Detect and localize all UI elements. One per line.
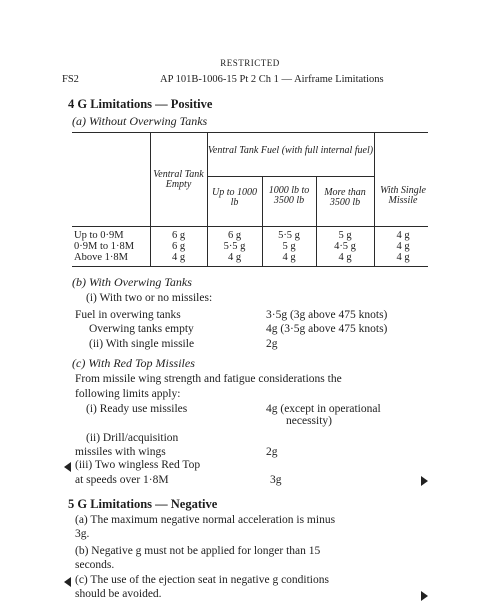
section-5-c-line-1: (c) The use of the ejection seat in negative g conditions (75, 574, 329, 586)
c-intro-line-1: From missile wing strength and fatigue considerations the (75, 373, 342, 385)
tanks-empty-label: Overwing tanks empty (89, 323, 194, 335)
subsection-c-heading: (c) With Red Top Missiles (72, 356, 195, 370)
subsection-a-heading: (a) Without Overwing Tanks (72, 114, 208, 128)
section-5-a-line-1: (a) The maximum negative normal acceleration is minus (75, 514, 336, 526)
table-cell: 5·5 g (278, 230, 300, 241)
header-more-than-3500: More than 3500 lb (324, 187, 366, 208)
header-ventral-empty: Ventral Tank Empty (153, 169, 204, 190)
classification-label: RESTRICTED (220, 58, 280, 68)
item-b-i: (i) With two or no missiles: (86, 292, 213, 304)
subsection-b-heading: (b) With Overwing Tanks (72, 275, 192, 289)
arrow-left-icon[interactable] (64, 462, 71, 472)
item-b-ii-label: (ii) With single missile (89, 338, 195, 350)
table-group-rule (207, 176, 374, 177)
tanks-empty-value: 4g (3·5g above 475 knots) (266, 323, 388, 335)
table-bottom-rule (72, 266, 428, 267)
publication-reference: AP 101B-1006-15 Pt 2 Ch 1 — Airframe Limitations (160, 74, 384, 85)
table-cell: 4 g (396, 252, 410, 263)
table-cell: 4 g (396, 230, 410, 241)
item-c-ii-label: (ii) Drill/acquisition (86, 432, 179, 444)
table-cell: 4·5 g (334, 241, 356, 252)
section-5-a-line-2: 3g. (75, 528, 90, 540)
section-5-b-line-2: seconds. (75, 559, 115, 571)
item-c-iii-value: 3g (270, 474, 282, 486)
row-label: Up to 0·9M (74, 230, 124, 241)
table-cell: 4 g (396, 241, 410, 252)
section-5-heading: 5 G Limitations — Negative (68, 497, 218, 511)
item-c-ii-label-cont: missiles with wings (75, 446, 166, 458)
section-4-heading: 4 G Limitations — Positive (68, 97, 213, 111)
table-cell: 6 g (171, 230, 186, 241)
item-c-i-value: 4g (except in operational (266, 403, 381, 415)
section-5-b-line-1: (b) Negative g must not be applied for longer than 15 (75, 545, 321, 557)
item-c-i-label: (i) Ready use missiles (86, 403, 188, 415)
table-cell: 4 g (227, 252, 242, 263)
section-5-c-line-2: should be avoided. (75, 588, 162, 600)
fuel-in-tanks-value: 3·5g (3g above 475 knots) (266, 309, 388, 321)
table-cell: 5·5 g (223, 241, 246, 252)
item-b-ii-value: 2g (266, 338, 278, 350)
table-col-divider (374, 132, 375, 266)
table-cell: 5 g (282, 241, 296, 252)
arrow-right-icon[interactable] (421, 591, 428, 601)
header-up-to-1000: Up to 1000 lb (212, 187, 257, 208)
arrow-left-icon[interactable] (64, 577, 71, 587)
table-cell: 4 g (282, 252, 296, 263)
row-label: Above 1·8M (74, 252, 128, 263)
table-cell: 5 g (338, 230, 352, 241)
table-cell: 6 g (227, 230, 242, 241)
table-cell: 4 g (171, 252, 186, 263)
table-cell: 4 g (338, 252, 352, 263)
row-label: 0·9M to 1·8M (74, 241, 135, 252)
arrow-right-icon[interactable] (421, 476, 428, 486)
item-c-i-value-cont: necessity) (286, 415, 332, 427)
item-c-iii-label-cont: at speeds over 1·8M (75, 474, 169, 486)
header-1000-to-3500: 1000 lb to 3500 lb (268, 185, 310, 206)
c-intro-line-2: following limits apply: (75, 388, 181, 400)
table-cell: 6 g (171, 241, 186, 252)
item-c-ii-value: 2g (266, 446, 278, 458)
fuel-in-tanks-label: Fuel in overwing tanks (75, 309, 181, 321)
header-single-missile: With Single Missile (380, 185, 426, 206)
section-code: FS2 (62, 74, 79, 85)
item-c-iii-label: (iii) Two wingless Red Top (75, 459, 201, 471)
header-ventral-fuel: Ventral Tank Fuel (with full internal fuel) (207, 145, 374, 156)
